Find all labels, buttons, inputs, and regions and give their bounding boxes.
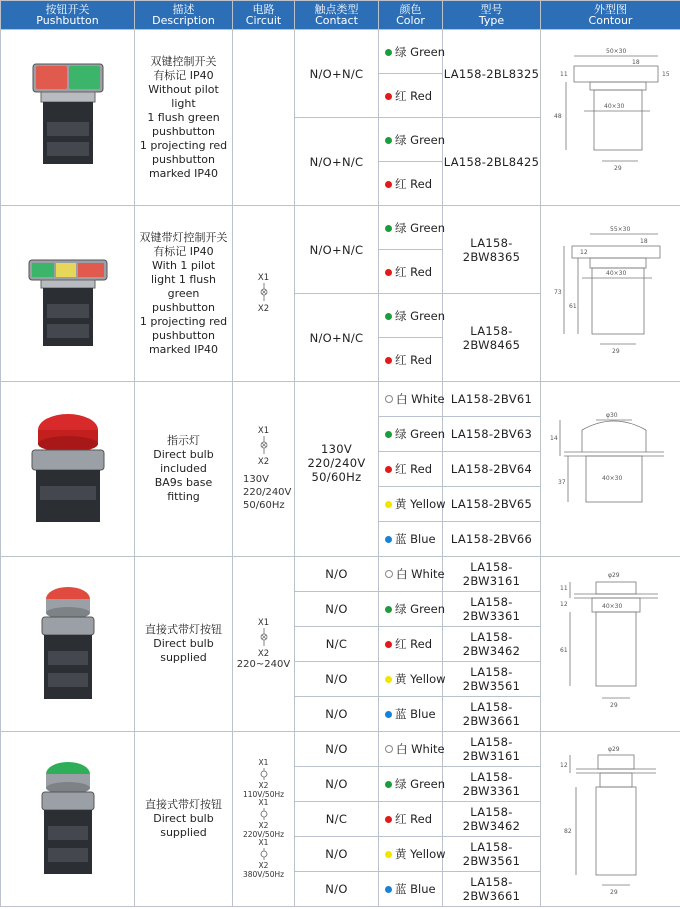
circuit-diagram (233, 382, 295, 557)
contour-drawing (541, 30, 680, 206)
contact-voltage-line: 130V (320, 442, 353, 456)
model-type: LA158-2BW3161 (443, 732, 541, 767)
lamp-symbol-icon (258, 808, 270, 820)
contour-drawing-double-light (546, 212, 676, 372)
color-cell: 红 Red (379, 627, 443, 662)
red-dot-icon (385, 93, 392, 100)
table-row (1, 206, 680, 250)
product-photo-pilot-light (1, 382, 135, 557)
contact-type: N/O+N/C (295, 206, 379, 294)
svg-text:29: 29 (609, 702, 618, 709)
table-row (1, 30, 680, 74)
model-type: LA158-2BW3361 (443, 592, 541, 627)
color-cell: 红 Red (379, 338, 443, 382)
svg-text:18: 18 (639, 237, 648, 245)
color-cell: 绿 Green (379, 592, 443, 627)
white-dot-icon (385, 570, 393, 578)
contact-type: N/O (295, 697, 379, 732)
green-dot-icon (385, 225, 392, 232)
flush-green-button-image (28, 752, 108, 882)
lamp-symbol-icon (258, 768, 270, 780)
contour-drawing-double (546, 36, 676, 196)
color-cell: 白 White (379, 557, 443, 592)
svg-text:48: 48 (553, 112, 562, 120)
color-cell: 蓝 Blue (379, 522, 443, 557)
circuit-label-x2: X2 (258, 821, 269, 830)
svg-text:11: 11 (559, 70, 568, 78)
product-photo-double-button-light (1, 206, 135, 382)
contact-type: N/O (295, 662, 379, 697)
svg-text:11: 11 (559, 585, 568, 592)
color-cell: 绿 Green (379, 118, 443, 162)
header-contact: 触点类型 Contact (295, 1, 379, 30)
voltage-label: 50/60Hz (243, 500, 285, 511)
blue-dot-icon (385, 886, 392, 893)
product-photo-double-button (1, 30, 135, 206)
header-type: 型号 Type (443, 1, 541, 30)
contour-drawing (541, 206, 680, 382)
circuit-label-x2: X2 (257, 457, 270, 467)
contact-type: N/O (295, 592, 379, 627)
svg-text:40×30: 40×30 (605, 269, 626, 277)
model-type: LA158-2BW3462 (443, 802, 541, 837)
model-type: LA158-2BW3361 (443, 767, 541, 802)
product-description: 直接式带灯按钮 Direct bulb supplied (135, 732, 233, 907)
contact-type: N/O+N/C (295, 30, 379, 118)
yellow-dot-icon (385, 851, 392, 858)
circuit-label-x2: X2 (258, 781, 269, 790)
circuit-label-x1: X1 (257, 618, 270, 628)
double-pushbutton-light-image (23, 232, 113, 352)
color-cell: 蓝 Blue (379, 872, 443, 907)
lamp-symbol-icon (258, 628, 270, 646)
voltage-label: 220/240V (243, 487, 292, 498)
svg-text:φ29: φ29 (607, 746, 620, 753)
voltage-label: 220V/50Hz (242, 829, 285, 839)
color-cell: 绿 Green (379, 206, 443, 250)
color-cell: 红 Red (379, 250, 443, 294)
voltage-label: 220~240V (236, 659, 291, 670)
svg-text:φ29: φ29 (607, 572, 620, 579)
contact-type: N/O+N/C (295, 294, 379, 382)
contour-drawing (541, 732, 680, 907)
lamp-symbol-icon (258, 283, 270, 301)
header-color: 颜色 Color (379, 1, 443, 30)
contact-voltage-line: 50/60Hz (311, 470, 362, 484)
svg-text:29: 29 (613, 164, 622, 172)
svg-text:12: 12 (579, 248, 588, 256)
model-type: LA158-2BW3661 (443, 872, 541, 907)
contour-drawing-pilot-light (546, 392, 676, 542)
red-dot-icon (385, 181, 392, 188)
contact-type: N/C (295, 802, 379, 837)
lamp-symbol-icon (258, 848, 270, 860)
yellow-dot-icon (385, 501, 392, 508)
model-type: LA158-2BV66 (443, 522, 541, 557)
circuit-label-x2: X2 (257, 649, 270, 659)
svg-text:29: 29 (611, 347, 620, 355)
svg-text:12: 12 (559, 601, 568, 608)
contact-type: N/C (295, 627, 379, 662)
table-row (1, 557, 680, 592)
header-circuit: 电路 Circuit (233, 1, 295, 30)
color-cell: 红 Red (379, 452, 443, 487)
model-type: LA158-2BV64 (443, 452, 541, 487)
product-description: 双键带灯控制开关 有标记 IP40 With 1 pilot light 1 flush green pushbutton 1 projecting red pushbutton marked IP40 (135, 206, 233, 382)
voltage-label: 130V (243, 474, 269, 485)
header-pushbutton: 按钮开关 Pushbutton (1, 1, 135, 30)
svg-text:φ30: φ30 (605, 412, 618, 419)
circuit-label-x1: X1 (258, 838, 269, 847)
circuit-label-x1: X1 (258, 798, 269, 807)
green-dot-icon (385, 781, 392, 788)
red-dot-icon (385, 816, 392, 823)
green-dot-icon (385, 606, 392, 613)
color-cell: 绿 Green (379, 767, 443, 802)
contour-drawing (541, 382, 680, 557)
contact-type: N/O+N/C (295, 118, 379, 206)
header-contour: 外型图 Contour (541, 1, 680, 30)
svg-text:29: 29 (609, 889, 618, 896)
circuit-diagram (233, 557, 295, 732)
svg-text:61: 61 (568, 302, 577, 310)
product-photo-flush-green-button (1, 732, 135, 907)
voltage-label: 110V/50Hz (242, 789, 285, 799)
svg-text:55×30: 55×30 (609, 225, 630, 233)
model-type: LA158-2BW3561 (443, 662, 541, 697)
model-type: LA158-2BV61 (443, 382, 541, 417)
pilot-light-image (20, 404, 116, 530)
product-description: 指示灯 Direct bulb included BA9s base fitting (135, 382, 233, 557)
contact-voltage-line: 220/240V (307, 456, 366, 470)
color-cell: 蓝 Blue (379, 697, 443, 732)
contour-drawing (541, 557, 680, 732)
svg-text:82: 82 (563, 828, 572, 835)
color-cell: 黄 Yellow (379, 662, 443, 697)
circuit-label-x2: X2 (258, 861, 269, 870)
svg-text:40×30: 40×30 (603, 102, 624, 110)
header-description: 描述 Description (135, 1, 233, 30)
contact-type: N/O (295, 767, 379, 802)
color-cell: 红 Red (379, 74, 443, 118)
voltage-label: 380V/50Hz (242, 869, 285, 879)
circuit-label-x2: X2 (257, 304, 270, 314)
yellow-dot-icon (385, 676, 392, 683)
white-dot-icon (385, 745, 393, 753)
model-type: LA158-2BL8325 (443, 30, 541, 118)
contact-type: N/O (295, 872, 379, 907)
green-dot-icon (385, 49, 392, 56)
svg-text:61: 61 (559, 647, 568, 654)
circuit-diagram (233, 206, 295, 382)
model-type: LA158-2BW3561 (443, 837, 541, 872)
lamp-symbol-icon (258, 436, 270, 454)
color-cell: 黄 Yellow (379, 487, 443, 522)
svg-text:40×30: 40×30 (601, 475, 622, 482)
product-photo-flush-red-button (1, 557, 135, 732)
header-row (1, 1, 680, 30)
red-dot-icon (385, 466, 392, 473)
model-type: LA158-2BW8365 (443, 206, 541, 294)
table-row (1, 382, 680, 417)
color-cell: 白 White (379, 732, 443, 767)
color-cell: 黄 Yellow (379, 837, 443, 872)
model-type: LA158-2BW3462 (443, 627, 541, 662)
circuit-cell-empty (233, 30, 295, 206)
svg-text:18: 18 (631, 58, 640, 66)
circuit-diagram (233, 732, 295, 907)
color-cell: 绿 Green (379, 417, 443, 452)
contour-drawing-flush-green (546, 737, 676, 897)
table-row (1, 732, 680, 767)
blue-dot-icon (385, 536, 392, 543)
color-cell: 白 White (379, 382, 443, 417)
model-type: LA158-2BV63 (443, 417, 541, 452)
green-dot-icon (385, 431, 392, 438)
product-description: 双键控制开关 有标记 IP40 Without pilot light 1 flush green pushbutton 1 projecting red pushbutton marked IP40 (135, 30, 233, 206)
svg-text:15: 15 (661, 70, 670, 78)
svg-text:50×30: 50×30 (605, 47, 626, 55)
voltage-list (233, 473, 294, 512)
svg-text:12: 12 (559, 762, 568, 769)
circuit-label-x1: X1 (257, 426, 270, 436)
color-cell: 红 Red (379, 162, 443, 206)
model-type: LA158-2BW3661 (443, 697, 541, 732)
green-dot-icon (385, 313, 392, 320)
blue-dot-icon (385, 711, 392, 718)
model-type: LA158-2BV65 (443, 487, 541, 522)
contact-type: N/O (295, 837, 379, 872)
model-type: LA158-2BL8425 (443, 118, 541, 206)
product-description: 直接式带灯按钮 Direct bulb supplied (135, 557, 233, 732)
color-cell: 绿 Green (379, 30, 443, 74)
model-type: LA158-2BW8465 (443, 294, 541, 382)
model-type: LA158-2BW3161 (443, 557, 541, 592)
contact-type: N/O (295, 732, 379, 767)
green-dot-icon (385, 137, 392, 144)
red-dot-icon (385, 269, 392, 276)
circuit-label-x1: X1 (258, 758, 269, 767)
svg-text:40×30: 40×30 (601, 603, 622, 610)
color-cell: 绿 Green (379, 294, 443, 338)
contour-drawing-flush-button (546, 562, 676, 722)
svg-text:73: 73 (553, 288, 562, 296)
red-dot-icon (385, 357, 392, 364)
svg-text:37: 37 (557, 479, 566, 486)
double-pushbutton-image (23, 56, 113, 176)
flush-red-button-image (28, 577, 108, 707)
circuit-label-x1: X1 (257, 273, 270, 283)
svg-text:14: 14 (549, 435, 558, 442)
contact-voltage (295, 382, 379, 557)
contact-type: N/O (295, 557, 379, 592)
color-cell: 红 Red (379, 802, 443, 837)
red-dot-icon (385, 641, 392, 648)
white-dot-icon (385, 395, 393, 403)
